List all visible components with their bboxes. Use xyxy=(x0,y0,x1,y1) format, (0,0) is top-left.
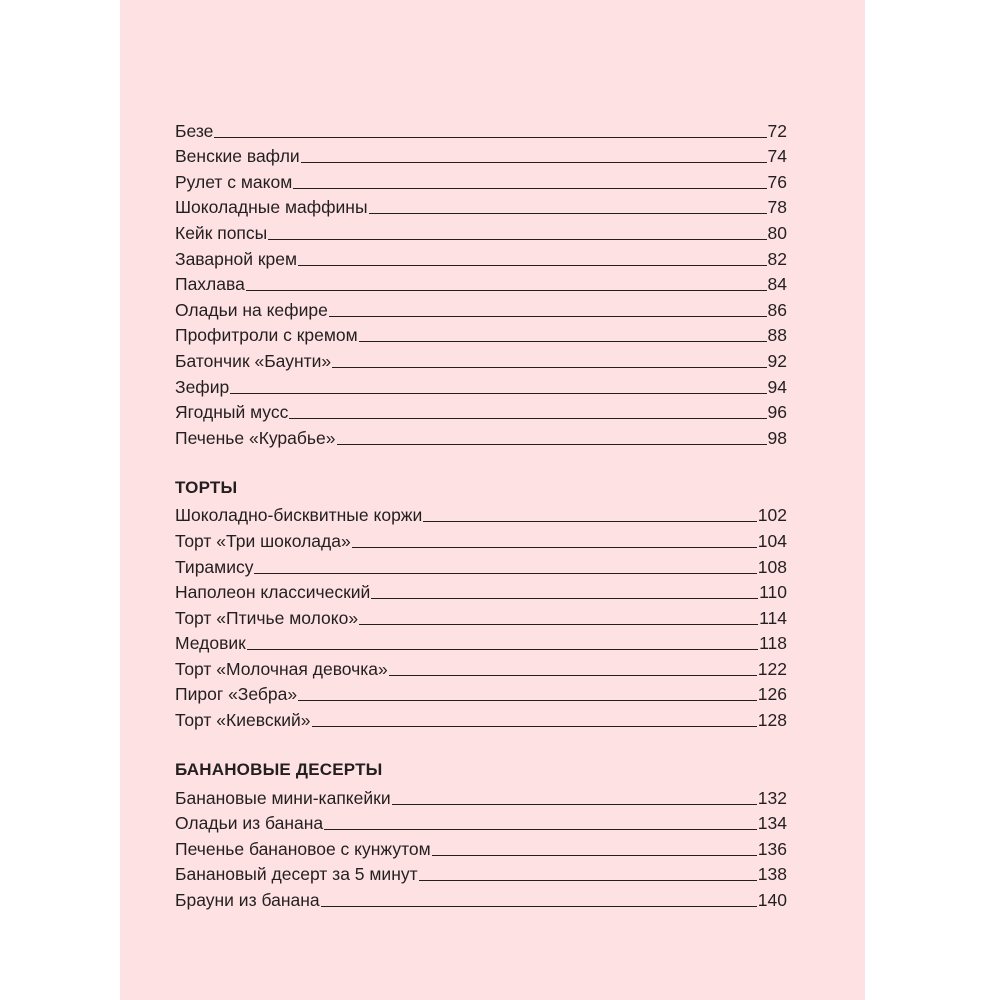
leader-line xyxy=(419,880,757,881)
page-number: 136 xyxy=(757,838,787,859)
toc-entry xyxy=(175,244,787,270)
page-number: 114 xyxy=(759,607,787,628)
page-number: 122 xyxy=(757,658,787,679)
toc-entry xyxy=(175,705,787,731)
toc-section xyxy=(175,757,787,911)
toc-entry xyxy=(175,142,787,168)
entry-title: Безе xyxy=(175,120,214,141)
entry-title: Ягодный мусс xyxy=(175,402,289,423)
entry-title: Торт «Молочная девочка» xyxy=(175,658,388,679)
leader-line xyxy=(247,649,758,650)
leader-line xyxy=(423,521,757,522)
section-title: БАНАНОВЫЕ ДЕСЕРТЫ xyxy=(175,760,383,780)
leader-line xyxy=(324,829,757,830)
leader-line xyxy=(432,855,757,856)
page-number: 88 xyxy=(767,325,787,346)
page-number: 118 xyxy=(759,633,787,654)
toc-entry xyxy=(175,346,787,372)
toc-section xyxy=(175,116,787,449)
page-number: 102 xyxy=(757,505,787,526)
toc-entry xyxy=(175,603,787,629)
leader-line xyxy=(268,239,766,240)
leader-line xyxy=(293,188,766,189)
page-number: 134 xyxy=(757,813,787,834)
toc-section xyxy=(175,475,787,731)
toc-entry xyxy=(175,680,787,706)
page-number: 110 xyxy=(759,582,787,603)
entry-title: Оладьи на кефире xyxy=(175,299,328,320)
toc-entry xyxy=(175,167,787,193)
page-number: 138 xyxy=(757,864,787,885)
entry-title: Торт «Птичье молоко» xyxy=(175,607,359,628)
toc-entry xyxy=(175,526,787,552)
toc-entry xyxy=(175,885,787,911)
toc-entry xyxy=(175,783,787,809)
page-number: 76 xyxy=(767,171,787,192)
entry-title: Пахлава xyxy=(175,274,245,295)
page-number: 80 xyxy=(767,222,787,243)
table-of-contents xyxy=(175,116,787,937)
leader-line xyxy=(301,162,767,163)
page-number: 74 xyxy=(767,146,787,167)
leader-line xyxy=(359,341,767,342)
page-number: 78 xyxy=(767,197,787,218)
page-number: 96 xyxy=(767,402,787,423)
entry-title: Шоколадно-бисквитные коржи xyxy=(175,505,423,526)
toc-entry xyxy=(175,860,787,886)
leader-line xyxy=(298,700,757,701)
leader-line xyxy=(230,393,766,394)
toc-entry xyxy=(175,423,787,449)
entry-title: Медовик xyxy=(175,633,246,654)
toc-entry xyxy=(175,398,787,424)
leader-line xyxy=(329,316,767,317)
entry-title: Рулет с маком xyxy=(175,171,293,192)
leader-line xyxy=(332,367,766,368)
entry-title: Профитроли с кремом xyxy=(175,325,358,346)
entry-title: Батончик «Баунти» xyxy=(175,350,332,371)
entry-title: Шоколадные маффины xyxy=(175,197,368,218)
entry-title: Банановый десерт за 5 минут xyxy=(175,864,418,885)
leader-line xyxy=(371,598,758,599)
page-number: 98 xyxy=(767,427,787,448)
toc-entry xyxy=(175,578,787,604)
page-number: 104 xyxy=(757,530,787,551)
leader-line xyxy=(289,418,766,419)
entry-title: Зефир xyxy=(175,376,230,397)
leader-line xyxy=(359,624,758,625)
page-number: 128 xyxy=(757,710,787,731)
leader-line xyxy=(254,573,756,574)
entry-title: Печенье «Курабье» xyxy=(175,427,336,448)
page-number: 94 xyxy=(767,376,787,397)
section-title: ТОРТЫ xyxy=(175,477,238,497)
leader-line xyxy=(337,444,767,445)
entry-title: Брауни из банана xyxy=(175,890,320,911)
toc-entry xyxy=(175,321,787,347)
page-number: 108 xyxy=(757,556,787,577)
toc-entry xyxy=(175,654,787,680)
entry-title: Заварной крем xyxy=(175,248,298,269)
leader-line xyxy=(369,213,767,214)
entry-title: Торт «Киевский» xyxy=(175,710,311,731)
entry-title: Банановые мини-капкейки xyxy=(175,787,391,808)
entry-title: Пирог «Зебра» xyxy=(175,684,298,705)
leader-line xyxy=(392,804,757,805)
toc-entry xyxy=(175,270,787,296)
leader-line xyxy=(214,137,766,138)
page-number: 126 xyxy=(757,684,787,705)
toc-entry xyxy=(175,193,787,219)
leader-line xyxy=(312,726,757,727)
toc-entry xyxy=(175,834,787,860)
toc-entry xyxy=(175,552,787,578)
entry-title: Венские вафли xyxy=(175,146,300,167)
toc-entry xyxy=(175,501,787,527)
leader-line xyxy=(389,675,757,676)
leader-line xyxy=(321,906,757,907)
page-number: 140 xyxy=(757,890,787,911)
toc-entry xyxy=(175,295,787,321)
entry-title: Тирамису xyxy=(175,556,254,577)
entry-title: Кейк попсы xyxy=(175,222,268,243)
toc-entry xyxy=(175,116,787,142)
book-page xyxy=(120,0,865,1000)
page-number: 84 xyxy=(767,274,787,295)
toc-entry xyxy=(175,629,787,655)
entry-title: Оладьи из банана xyxy=(175,813,324,834)
leader-line xyxy=(298,265,766,266)
page-number: 132 xyxy=(757,787,787,808)
leader-line xyxy=(352,547,757,548)
entry-title: Печенье банановое с кунжутом xyxy=(175,838,431,859)
toc-entry xyxy=(175,218,787,244)
page-number: 82 xyxy=(767,248,787,269)
page-number: 72 xyxy=(767,120,787,141)
page-number: 92 xyxy=(767,350,787,371)
entry-title: Торт «Три шоколада» xyxy=(175,530,351,551)
page-number: 86 xyxy=(767,299,787,320)
entry-title: Наполеон классический xyxy=(175,582,371,603)
toc-entry xyxy=(175,809,787,835)
toc-entry xyxy=(175,372,787,398)
leader-line xyxy=(246,290,767,291)
